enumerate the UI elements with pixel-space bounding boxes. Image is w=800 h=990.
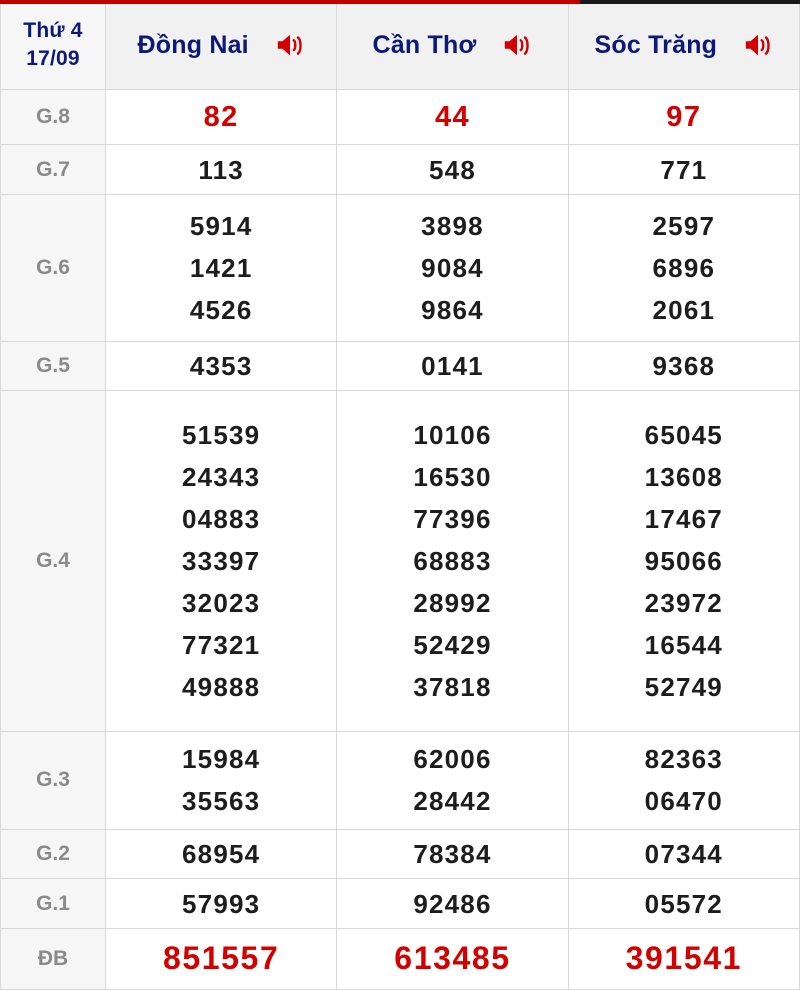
speaker-icon[interactable] (743, 30, 773, 60)
prize-number: 77321 (182, 630, 261, 661)
prize-numbers-cell (337, 879, 568, 929)
prize-numbers-cell (106, 194, 337, 341)
prize-numbers-cell (106, 90, 337, 145)
prize-label: ĐB (1, 929, 106, 990)
prize-numbers-cell (106, 879, 337, 929)
prize-label: G.5 (1, 341, 106, 391)
header-province-1 (337, 1, 568, 90)
prize-numbers-cell (568, 731, 799, 829)
prize-number: 10106 (413, 419, 492, 450)
prize-number: 92486 (413, 888, 492, 919)
table-row (1, 391, 800, 732)
prize-number: 548 (429, 154, 476, 185)
prize-numbers-cell (106, 341, 337, 391)
prize-number: 23972 (644, 587, 723, 618)
top-red-rule (0, 0, 580, 4)
prize-number: 15984 (182, 744, 261, 775)
table-row (1, 929, 800, 990)
prize-number: 4526 (189, 294, 253, 325)
prize-number: 613485 (394, 940, 511, 977)
prize-numbers-cell (106, 391, 337, 732)
top-dark-rule (580, 0, 800, 4)
prize-label: G.8 (1, 90, 106, 145)
prize-number: 24343 (182, 461, 261, 492)
prize-number: 9084 (421, 252, 484, 283)
prize-number: 28992 (413, 587, 492, 618)
prize-number: 13608 (644, 461, 723, 492)
prize-number: 771 (660, 154, 708, 185)
prize-number: 44 (434, 100, 471, 133)
speaker-icon[interactable] (502, 30, 532, 60)
prize-numbers-cell (106, 731, 337, 829)
prize-number: 77396 (413, 503, 492, 534)
prize-number: 28442 (413, 786, 492, 817)
province-name-1: Cần Thơ (372, 30, 477, 59)
prize-numbers-cell (568, 341, 799, 391)
prize-numbers-cell (106, 929, 337, 990)
prize-numbers-cell (337, 829, 568, 879)
header-date-cell (1, 1, 106, 90)
prize-number: 95066 (644, 545, 723, 576)
prize-number: 33397 (182, 545, 261, 576)
prize-numbers-cell (106, 145, 337, 195)
prize-number: 0141 (421, 350, 484, 381)
table-row (1, 731, 800, 829)
prize-label: G.7 (1, 145, 106, 195)
prize-number: 97 (666, 100, 702, 133)
table-row (1, 341, 800, 391)
prize-number: 68883 (413, 545, 492, 576)
province-name-2: Sóc Trăng (594, 30, 718, 59)
prize-label: G.3 (1, 731, 106, 829)
prize-number: 68954 (182, 839, 261, 870)
prize-numbers-cell (337, 731, 568, 829)
prize-number: 04883 (182, 503, 261, 534)
prize-numbers-cell (568, 145, 799, 195)
prize-number: 52429 (413, 630, 492, 661)
header-province-0 (106, 1, 337, 90)
table-row (1, 90, 800, 145)
prize-number: 05572 (644, 888, 723, 919)
table-row (1, 194, 800, 341)
prize-number: 391541 (625, 940, 743, 977)
prize-numbers-cell (106, 829, 337, 879)
prize-number: 57993 (182, 888, 261, 919)
table-body (1, 90, 800, 990)
prize-number: 78384 (413, 839, 492, 870)
prize-number: 51539 (182, 419, 261, 450)
prize-number: 32023 (182, 587, 261, 618)
prize-numbers-cell (568, 391, 799, 732)
prize-numbers-cell (568, 929, 799, 990)
prize-number: 62006 (413, 744, 492, 775)
prize-numbers-cell (337, 929, 568, 990)
header-weekday: Thứ 4 (23, 18, 83, 42)
prize-number: 4353 (189, 350, 253, 381)
header-row (1, 1, 800, 90)
province-name-0: Đồng Nai (137, 30, 249, 59)
prize-label: G.1 (1, 879, 106, 929)
prize-number: 6896 (652, 252, 716, 283)
prize-number: 52749 (644, 672, 723, 703)
prize-number: 65045 (644, 419, 723, 450)
prize-number: 2597 (652, 210, 716, 241)
prize-numbers-cell (568, 90, 799, 145)
prize-numbers-cell (337, 90, 568, 145)
prize-numbers-cell (337, 194, 568, 341)
prize-number: 82363 (644, 744, 723, 775)
table-row (1, 145, 800, 195)
prize-number: 07344 (644, 839, 723, 870)
header-province-2 (568, 1, 799, 90)
prize-number: 3898 (421, 210, 484, 241)
header-date: 17/09 (26, 47, 80, 70)
prize-numbers-cell (568, 829, 799, 879)
prize-number: 851557 (162, 940, 280, 977)
table-row (1, 829, 800, 879)
prize-number: 35563 (182, 786, 261, 817)
prize-numbers-cell (568, 194, 799, 341)
prize-number: 9864 (421, 294, 484, 325)
prize-number: 16530 (413, 461, 492, 492)
prize-number: 9368 (652, 350, 716, 381)
prize-number: 113 (198, 154, 244, 185)
prize-label: G.4 (1, 391, 106, 732)
prize-number: 17467 (644, 503, 723, 534)
prize-numbers-cell (337, 145, 568, 195)
prize-number: 37818 (413, 672, 492, 703)
prize-number: 2061 (652, 294, 716, 325)
table-header (1, 1, 800, 90)
table-row (1, 879, 800, 929)
prize-number: 06470 (644, 786, 723, 817)
prize-number: 5914 (189, 210, 253, 241)
prize-numbers-cell (568, 879, 799, 929)
prize-numbers-cell (337, 341, 568, 391)
prize-number: 16544 (644, 630, 723, 661)
prize-number: 1421 (189, 252, 253, 283)
prize-number: 49888 (182, 672, 261, 703)
prize-label: G.2 (1, 829, 106, 879)
prize-numbers-cell (337, 391, 568, 732)
speaker-icon[interactable] (275, 30, 305, 60)
prize-label: G.6 (1, 194, 106, 341)
prize-number: 82 (203, 100, 239, 133)
